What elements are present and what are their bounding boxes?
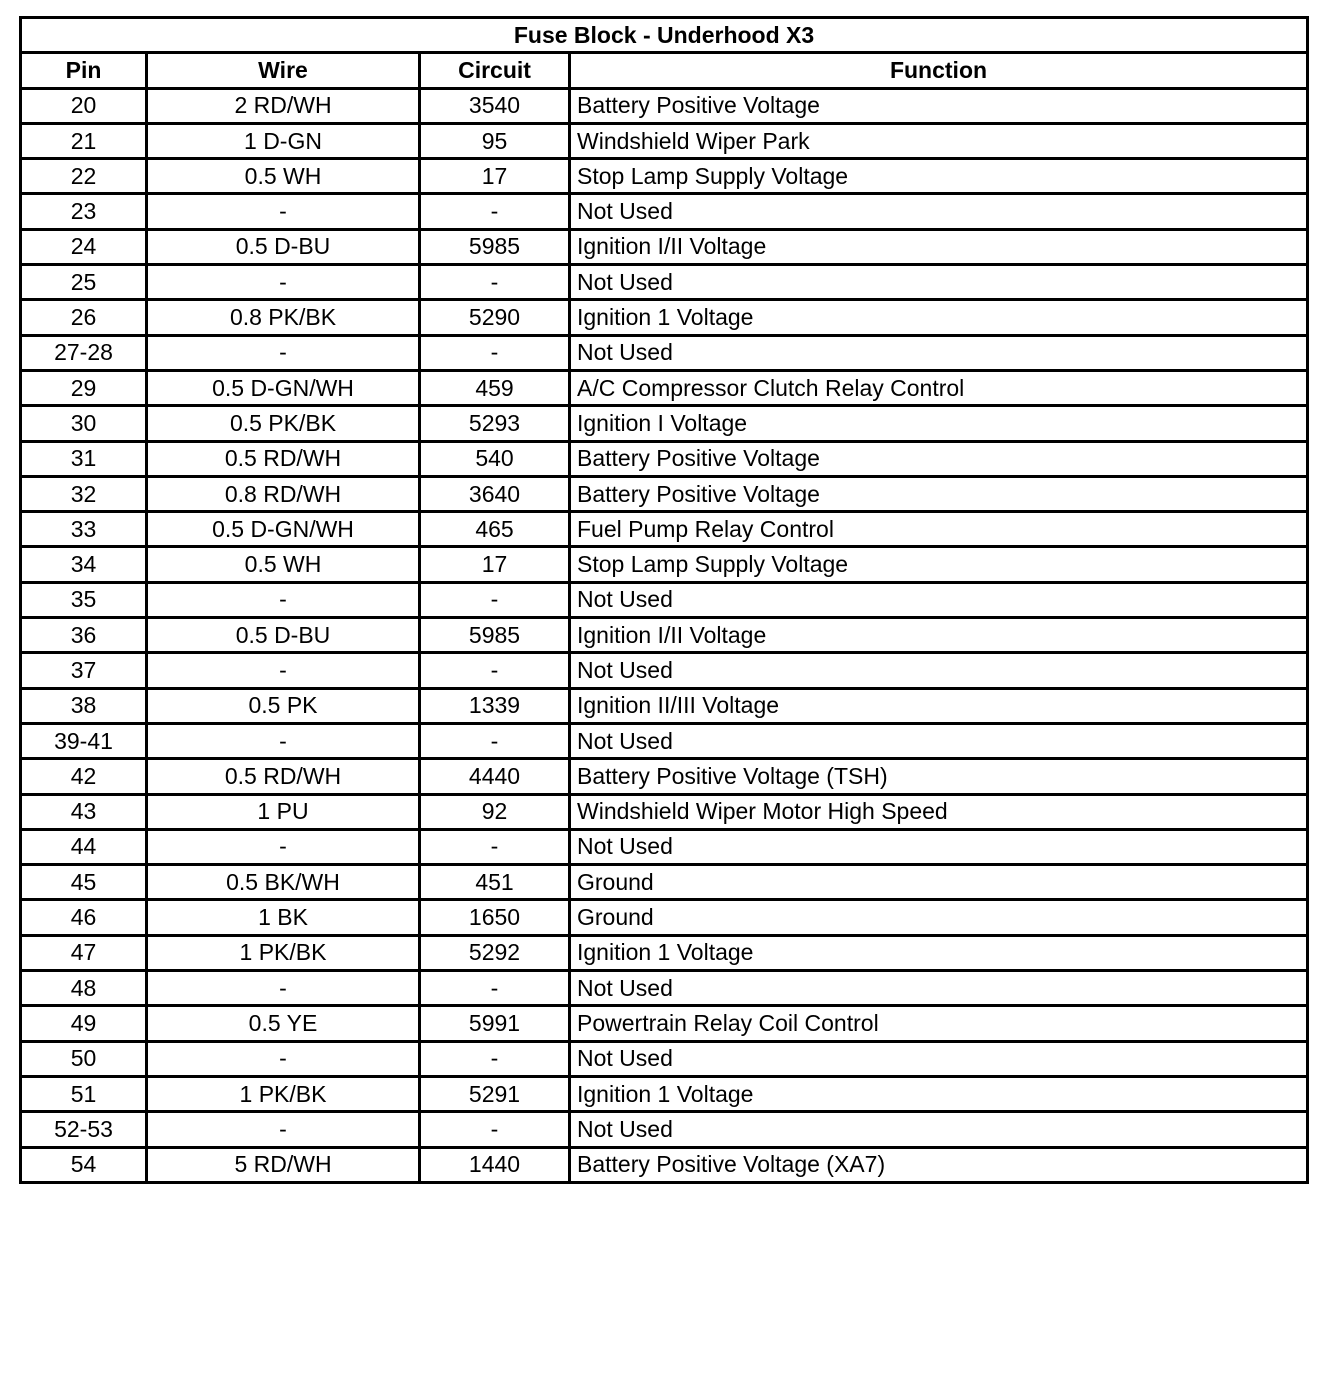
- cell-function: Windshield Wiper Park: [570, 123, 1308, 158]
- table-row: [21, 406, 1308, 441]
- column-header-circuit: Circuit: [420, 53, 570, 88]
- cell-wire: 0.5 PK/BK: [147, 406, 420, 441]
- cell-wire: -: [147, 194, 420, 229]
- cell-function: Ignition I/II Voltage: [570, 229, 1308, 264]
- cell-function: Stop Lamp Supply Voltage: [570, 159, 1308, 194]
- cell-wire: -: [147, 1112, 420, 1147]
- cell-wire: 0.5 WH: [147, 547, 420, 582]
- cell-pin: 46: [21, 900, 147, 935]
- cell-pin: 33: [21, 512, 147, 547]
- table-row: [21, 1112, 1308, 1147]
- table-row: [21, 829, 1308, 864]
- cell-function: Ignition 1 Voltage: [570, 935, 1308, 970]
- cell-wire: -: [147, 265, 420, 300]
- cell-function: Battery Positive Voltage: [570, 88, 1308, 123]
- cell-circuit: 5985: [420, 618, 570, 653]
- cell-pin: 43: [21, 794, 147, 829]
- cell-wire: 0.5 YE: [147, 1006, 420, 1041]
- cell-wire: 1 D-GN: [147, 123, 420, 158]
- cell-pin: 52-53: [21, 1112, 147, 1147]
- cell-pin: 37: [21, 653, 147, 688]
- cell-pin: 35: [21, 582, 147, 617]
- cell-function: Not Used: [570, 194, 1308, 229]
- cell-function: Not Used: [570, 1112, 1308, 1147]
- cell-circuit: 5985: [420, 229, 570, 264]
- cell-function: Not Used: [570, 1041, 1308, 1076]
- table-row: [21, 865, 1308, 900]
- table-row: [21, 370, 1308, 405]
- cell-pin: 54: [21, 1147, 147, 1182]
- cell-function: Not Used: [570, 971, 1308, 1006]
- cell-wire: 5 RD/WH: [147, 1147, 420, 1182]
- cell-wire: 0.5 RD/WH: [147, 441, 420, 476]
- cell-function: Not Used: [570, 829, 1308, 864]
- connector-pinout-table: [19, 16, 1309, 1184]
- cell-circuit: 17: [420, 159, 570, 194]
- cell-wire: 1 PK/BK: [147, 1076, 420, 1111]
- cell-wire: -: [147, 582, 420, 617]
- cell-function: Battery Positive Voltage (TSH): [570, 759, 1308, 794]
- table-row: [21, 1076, 1308, 1111]
- cell-pin: 48: [21, 971, 147, 1006]
- table-title-row: [21, 18, 1308, 53]
- cell-function: Not Used: [570, 723, 1308, 758]
- cell-circuit: -: [420, 829, 570, 864]
- cell-circuit: 92: [420, 794, 570, 829]
- cell-wire: -: [147, 829, 420, 864]
- cell-pin: 25: [21, 265, 147, 300]
- cell-wire: 1 BK: [147, 900, 420, 935]
- table-row: [21, 794, 1308, 829]
- cell-pin: 23: [21, 194, 147, 229]
- cell-function: Ground: [570, 900, 1308, 935]
- column-header-function: Function: [570, 53, 1308, 88]
- table-row: [21, 723, 1308, 758]
- cell-circuit: 5293: [420, 406, 570, 441]
- cell-circuit: 17: [420, 547, 570, 582]
- cell-circuit: 1440: [420, 1147, 570, 1182]
- cell-wire: -: [147, 723, 420, 758]
- table-row: [21, 265, 1308, 300]
- cell-function: Not Used: [570, 335, 1308, 370]
- table-row: [21, 335, 1308, 370]
- cell-wire: -: [147, 1041, 420, 1076]
- table-title: Fuse Block - Underhood X3: [21, 18, 1308, 53]
- cell-wire: 1 PK/BK: [147, 935, 420, 970]
- cell-pin: 39-41: [21, 723, 147, 758]
- cell-pin: 51: [21, 1076, 147, 1111]
- table-row: [21, 229, 1308, 264]
- table-header-row: [21, 53, 1308, 88]
- table-row: [21, 476, 1308, 511]
- table-row: [21, 759, 1308, 794]
- cell-pin: 20: [21, 88, 147, 123]
- cell-circuit: 5991: [420, 1006, 570, 1041]
- column-header-pin: Pin: [21, 53, 147, 88]
- cell-wire: 0.8 RD/WH: [147, 476, 420, 511]
- cell-circuit: -: [420, 971, 570, 1006]
- cell-wire: -: [147, 653, 420, 688]
- cell-wire: 0.8 PK/BK: [147, 300, 420, 335]
- table-row: [21, 300, 1308, 335]
- cell-wire: 0.5 WH: [147, 159, 420, 194]
- cell-function: Ignition 1 Voltage: [570, 1076, 1308, 1111]
- table-row: [21, 618, 1308, 653]
- cell-pin: 29: [21, 370, 147, 405]
- cell-circuit: -: [420, 582, 570, 617]
- cell-pin: 47: [21, 935, 147, 970]
- table-row: [21, 1041, 1308, 1076]
- cell-circuit: 5290: [420, 300, 570, 335]
- cell-pin: 42: [21, 759, 147, 794]
- cell-function: Ignition I/II Voltage: [570, 618, 1308, 653]
- cell-pin: 22: [21, 159, 147, 194]
- cell-wire: 1 PU: [147, 794, 420, 829]
- cell-function: Powertrain Relay Coil Control: [570, 1006, 1308, 1041]
- cell-pin: 45: [21, 865, 147, 900]
- cell-function: Not Used: [570, 653, 1308, 688]
- cell-function: A/C Compressor Clutch Relay Control: [570, 370, 1308, 405]
- cell-circuit: 3640: [420, 476, 570, 511]
- cell-function: Battery Positive Voltage: [570, 476, 1308, 511]
- table-row: [21, 582, 1308, 617]
- cell-circuit: 1339: [420, 688, 570, 723]
- cell-function: Ground: [570, 865, 1308, 900]
- cell-function: Not Used: [570, 265, 1308, 300]
- cell-wire: 2 RD/WH: [147, 88, 420, 123]
- cell-circuit: 95: [420, 123, 570, 158]
- cell-function: Battery Positive Voltage (XA7): [570, 1147, 1308, 1182]
- cell-wire: 0.5 RD/WH: [147, 759, 420, 794]
- table-row: [21, 653, 1308, 688]
- table-row: [21, 159, 1308, 194]
- table-row: [21, 512, 1308, 547]
- cell-function: Windshield Wiper Motor High Speed: [570, 794, 1308, 829]
- cell-circuit: -: [420, 1041, 570, 1076]
- cell-pin: 44: [21, 829, 147, 864]
- table-row: [21, 194, 1308, 229]
- cell-circuit: 459: [420, 370, 570, 405]
- cell-wire: 0.5 D-BU: [147, 229, 420, 264]
- cell-circuit: 540: [420, 441, 570, 476]
- cell-function: Ignition 1 Voltage: [570, 300, 1308, 335]
- cell-function: Battery Positive Voltage: [570, 441, 1308, 476]
- table-row: [21, 547, 1308, 582]
- cell-circuit: -: [420, 194, 570, 229]
- cell-circuit: -: [420, 653, 570, 688]
- cell-function: Ignition I Voltage: [570, 406, 1308, 441]
- cell-pin: 30: [21, 406, 147, 441]
- cell-pin: 21: [21, 123, 147, 158]
- cell-wire: 0.5 PK: [147, 688, 420, 723]
- cell-function: Fuel Pump Relay Control: [570, 512, 1308, 547]
- cell-circuit: 3540: [420, 88, 570, 123]
- table-row: [21, 123, 1308, 158]
- cell-circuit: -: [420, 265, 570, 300]
- cell-pin: 27-28: [21, 335, 147, 370]
- table-row: [21, 441, 1308, 476]
- cell-circuit: 5291: [420, 1076, 570, 1111]
- cell-circuit: 5292: [420, 935, 570, 970]
- cell-pin: 31: [21, 441, 147, 476]
- table-row: [21, 688, 1308, 723]
- table-row: [21, 971, 1308, 1006]
- cell-function: Ignition II/III Voltage: [570, 688, 1308, 723]
- column-header-wire: Wire: [147, 53, 420, 88]
- cell-wire: -: [147, 971, 420, 1006]
- cell-wire: 0.5 D-BU: [147, 618, 420, 653]
- cell-pin: 34: [21, 547, 147, 582]
- cell-circuit: 451: [420, 865, 570, 900]
- cell-circuit: -: [420, 723, 570, 758]
- cell-pin: 24: [21, 229, 147, 264]
- cell-wire: 0.5 D-GN/WH: [147, 370, 420, 405]
- cell-circuit: -: [420, 335, 570, 370]
- cell-circuit: 4440: [420, 759, 570, 794]
- cell-wire: -: [147, 335, 420, 370]
- table-row: [21, 900, 1308, 935]
- table-row: [21, 1147, 1308, 1182]
- table-row: [21, 88, 1308, 123]
- cell-pin: 32: [21, 476, 147, 511]
- cell-circuit: -: [420, 1112, 570, 1147]
- cell-pin: 49: [21, 1006, 147, 1041]
- table-body: [21, 88, 1308, 1182]
- cell-wire: 0.5 BK/WH: [147, 865, 420, 900]
- cell-function: Stop Lamp Supply Voltage: [570, 547, 1308, 582]
- cell-circuit: 1650: [420, 900, 570, 935]
- cell-pin: 38: [21, 688, 147, 723]
- cell-circuit: 465: [420, 512, 570, 547]
- table-row: [21, 935, 1308, 970]
- cell-pin: 26: [21, 300, 147, 335]
- table-row: [21, 1006, 1308, 1041]
- cell-function: Not Used: [570, 582, 1308, 617]
- cell-pin: 50: [21, 1041, 147, 1076]
- cell-wire: 0.5 D-GN/WH: [147, 512, 420, 547]
- cell-pin: 36: [21, 618, 147, 653]
